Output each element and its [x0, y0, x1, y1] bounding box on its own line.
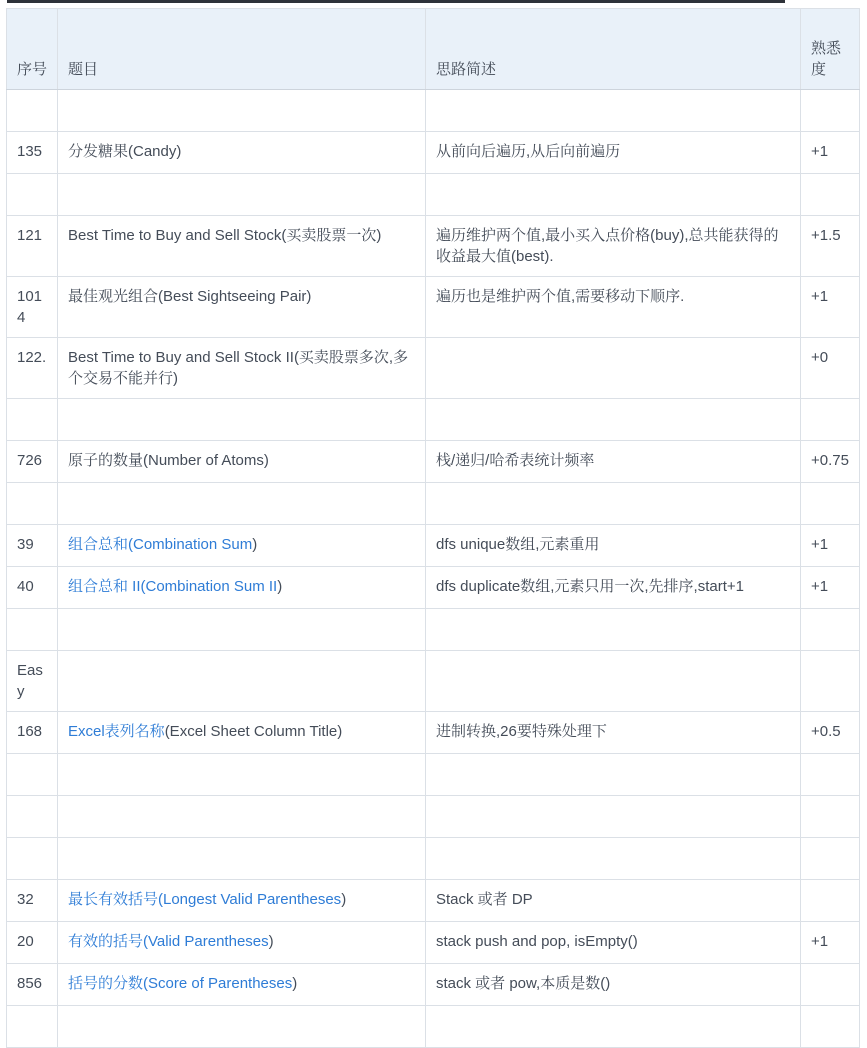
cell-number	[7, 796, 58, 838]
title-link[interactable]: 有效的括号(Valid Parentheses	[68, 933, 269, 950]
cell-number	[7, 964, 58, 1006]
cell-number	[7, 880, 58, 922]
cell-number	[7, 132, 58, 174]
cell-idea	[426, 1006, 801, 1048]
table-row	[7, 216, 860, 277]
idea-text: 遍历也是维护两个值,需要移动下顺序.	[436, 288, 685, 305]
idea-text: stack push and pop, isEmpty()	[436, 933, 638, 950]
cell-idea	[426, 609, 801, 651]
cell-title	[58, 922, 426, 964]
cell-familiarity	[801, 567, 860, 609]
cell-idea	[426, 399, 801, 441]
table-row	[7, 525, 860, 567]
table-row	[7, 174, 860, 216]
cell-familiarity	[801, 174, 860, 216]
title-text: 原子的数量(Number of Atoms)	[68, 452, 269, 469]
column-header-idea: 思路简述	[426, 9, 801, 90]
cell-number	[7, 216, 58, 277]
cell-familiarity	[801, 1006, 860, 1048]
idea-text: 栈/递归/哈希表统计频率	[436, 452, 595, 469]
cell-familiarity	[801, 651, 860, 712]
cell-familiarity	[801, 922, 860, 964]
cell-title	[58, 651, 426, 712]
column-header-number: 序号	[7, 9, 58, 90]
cell-title	[58, 838, 426, 880]
cell-number	[7, 567, 58, 609]
problem-number: 121	[17, 227, 43, 244]
cell-number	[7, 90, 58, 132]
cell-idea	[426, 712, 801, 754]
cell-title	[58, 132, 426, 174]
cell-title	[58, 174, 426, 216]
table-body	[7, 90, 860, 1048]
cell-number	[7, 483, 58, 525]
title-text: Best Time to Buy and Sell Stock II(买卖股票多次,多个交易不能并行)	[68, 349, 409, 387]
familiarity-value: +1	[811, 288, 829, 305]
cell-idea	[426, 338, 801, 399]
cell-idea	[426, 796, 801, 838]
cell-idea	[426, 216, 801, 277]
cell-familiarity	[801, 338, 860, 399]
cell-idea	[426, 277, 801, 338]
cell-number	[7, 754, 58, 796]
problem-number: 135	[17, 143, 43, 160]
cell-idea	[426, 964, 801, 1006]
cell-familiarity	[801, 399, 860, 441]
title-text: )	[268, 933, 274, 950]
idea-text: dfs unique数组,元素重用	[436, 536, 600, 553]
table-row	[7, 441, 860, 483]
title-text: )	[277, 578, 283, 595]
table-row	[7, 651, 860, 712]
cell-title	[58, 609, 426, 651]
problem-number: 168	[17, 723, 43, 740]
cell-title	[58, 216, 426, 277]
table-row	[7, 880, 860, 922]
cell-number	[7, 399, 58, 441]
cell-title	[58, 277, 426, 338]
table-row	[7, 483, 860, 525]
cell-number	[7, 277, 58, 338]
cell-idea	[426, 90, 801, 132]
title-link[interactable]: Excel表列名称	[68, 723, 165, 740]
table-row	[7, 796, 860, 838]
familiarity-value: +0.75	[811, 452, 849, 469]
problem-number: 40	[17, 578, 34, 595]
cell-idea	[426, 651, 801, 712]
cell-title	[58, 880, 426, 922]
cell-idea	[426, 132, 801, 174]
familiarity-value: +1.5	[811, 227, 841, 244]
title-link[interactable]: 括号的分数(Score of Parentheses	[68, 975, 293, 992]
table-row	[7, 338, 860, 399]
cell-title	[58, 712, 426, 754]
title-text: )	[292, 975, 298, 992]
cell-familiarity	[801, 483, 860, 525]
familiarity-value: +1	[811, 933, 829, 950]
cell-title	[58, 483, 426, 525]
title-text: )	[341, 891, 347, 908]
problem-number: 1014	[17, 288, 43, 326]
cell-familiarity	[801, 880, 860, 922]
cell-title	[58, 796, 426, 838]
cell-familiarity	[801, 964, 860, 1006]
cell-idea	[426, 525, 801, 567]
idea-text: Stack 或者 DP	[436, 891, 533, 908]
idea-text: 进制转换,26要特殊处理下	[436, 723, 607, 740]
title-link[interactable]: 组合总和(Combination Sum	[68, 536, 253, 553]
cell-familiarity	[801, 609, 860, 651]
title-text: )	[252, 536, 258, 553]
table-row	[7, 399, 860, 441]
cell-number	[7, 174, 58, 216]
table-row	[7, 1006, 860, 1048]
cell-title	[58, 90, 426, 132]
familiarity-value: +0	[811, 349, 829, 366]
problem-number: 20	[17, 933, 34, 950]
title-text: 最佳观光组合(Best Sightseeing Pair)	[68, 288, 312, 305]
cell-familiarity	[801, 712, 860, 754]
idea-text: 从前向后遍历,从后向前遍历	[436, 143, 621, 160]
title-link[interactable]: 组合总和 II(Combination Sum II	[68, 578, 278, 595]
cell-idea	[426, 174, 801, 216]
cell-number	[7, 1006, 58, 1048]
idea-text: dfs duplicate数组,元素只用一次,先排序,start+1	[436, 578, 744, 595]
familiarity-value: +1	[811, 536, 829, 553]
familiarity-value: +1	[811, 578, 829, 595]
cell-title	[58, 567, 426, 609]
cell-number	[7, 609, 58, 651]
cell-number	[7, 525, 58, 567]
cell-familiarity	[801, 216, 860, 277]
cell-title	[58, 441, 426, 483]
table-row	[7, 132, 860, 174]
title-text: 分发糖果(Candy)	[68, 143, 182, 160]
table-row	[7, 567, 860, 609]
cell-title	[58, 338, 426, 399]
problem-number: 856	[17, 975, 43, 992]
cell-number	[7, 441, 58, 483]
familiarity-value: +1	[811, 143, 829, 160]
problem-number: Easy	[17, 662, 43, 700]
cropped-content-edge	[7, 0, 785, 3]
cell-familiarity	[801, 525, 860, 567]
cell-familiarity	[801, 838, 860, 880]
cell-number	[7, 838, 58, 880]
familiarity-value: +0.5	[811, 723, 841, 740]
table-row	[7, 90, 860, 132]
cell-number	[7, 712, 58, 754]
cell-familiarity	[801, 90, 860, 132]
column-header-familiarity: 熟悉度	[801, 9, 860, 90]
table-row	[7, 964, 860, 1006]
table-header	[7, 9, 860, 90]
title-link[interactable]: 最长有效括号(Longest Valid Parentheses	[68, 891, 342, 908]
problem-number: 32	[17, 891, 34, 908]
cell-idea	[426, 567, 801, 609]
cell-number	[7, 651, 58, 712]
table-row	[7, 712, 860, 754]
cell-idea	[426, 922, 801, 964]
cell-familiarity	[801, 132, 860, 174]
cell-idea	[426, 754, 801, 796]
cell-familiarity	[801, 796, 860, 838]
table-row	[7, 922, 860, 964]
idea-text: 遍历维护两个值,最小买入点价格(buy),总共能获得的收益最大值(best).	[436, 227, 779, 265]
table-row	[7, 838, 860, 880]
cell-familiarity	[801, 277, 860, 338]
column-header-title: 题目	[58, 9, 426, 90]
cell-title	[58, 525, 426, 567]
table-row	[7, 609, 860, 651]
idea-text: stack 或者 pow,本质是数()	[436, 975, 611, 992]
cell-idea	[426, 880, 801, 922]
table-row	[7, 754, 860, 796]
problem-number: 39	[17, 536, 34, 553]
cell-title	[58, 399, 426, 441]
header-row	[7, 9, 860, 90]
cell-idea	[426, 441, 801, 483]
cell-familiarity	[801, 754, 860, 796]
cell-idea	[426, 838, 801, 880]
title-text: (Excel Sheet Column Title)	[164, 723, 343, 740]
table-row	[7, 277, 860, 338]
cell-idea	[426, 483, 801, 525]
title-text: Best Time to Buy and Sell Stock(买卖股票一次)	[68, 227, 382, 244]
cell-number	[7, 338, 58, 399]
cell-familiarity	[801, 441, 860, 483]
cell-title	[58, 1006, 426, 1048]
problems-table	[6, 8, 860, 1048]
cell-title	[58, 964, 426, 1006]
problem-number: 726	[17, 452, 43, 469]
problem-number: 122.	[17, 349, 47, 366]
cell-title	[58, 754, 426, 796]
cell-number	[7, 922, 58, 964]
